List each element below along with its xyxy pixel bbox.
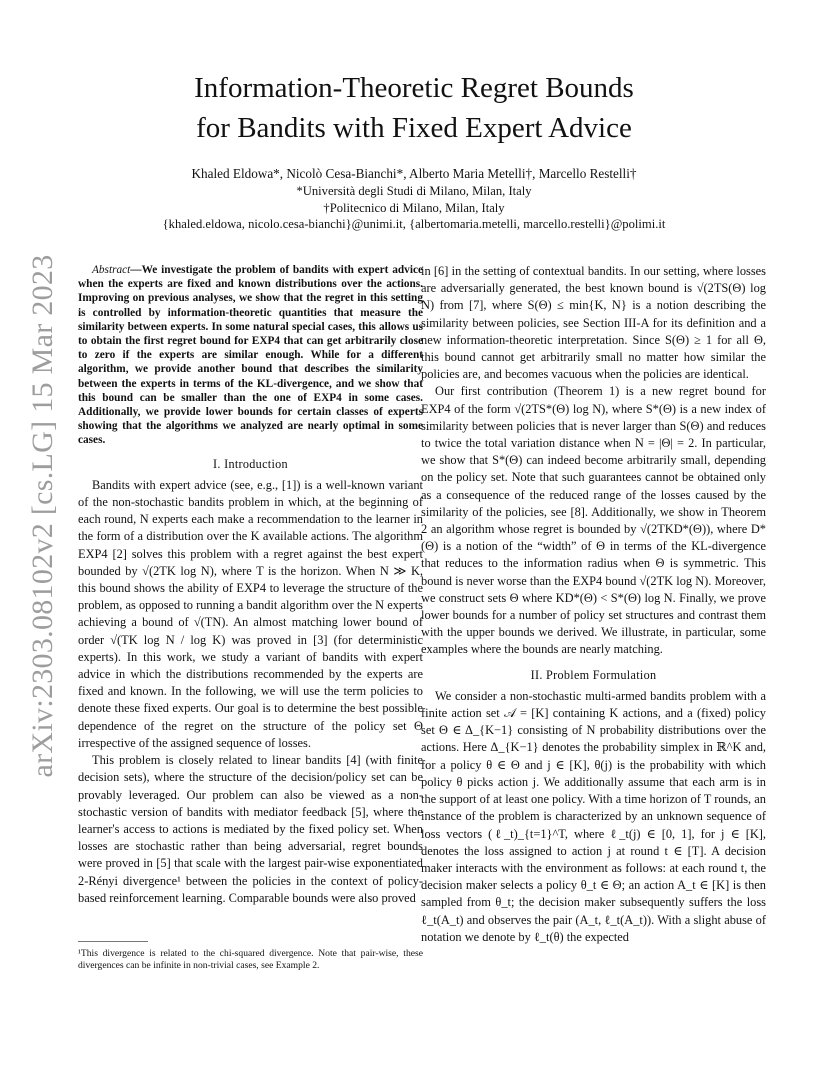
footnote-1: ¹This divergence is related to the chi-squared divergence. Note that pair-wise, these divergences can be infinite in non-trivial cases, see Example 2. bbox=[78, 948, 423, 972]
author-list: Khaled Eldowa*, Nicolò Cesa-Bianchi*, Alberto Maria Metelli†, Marcello Restelli† bbox=[191, 166, 637, 181]
problem-paragraph-1: We consider a non-stochastic multi-armed bandits problem with a finite action set 𝒜 = [K] containing K actions, and a (fixed) policy set Θ ∈ Δ_{K−1} consisting of N probability distributions over the actions. Here Δ_{K−1} denotes the probability simplex in ℝ^K and, for a policy θ ∈ Θ and j ∈ [K], θ(j) is the probability with which policy θ picks action j. We additionally assume that each arm is in the support of at least one policy. With a time horizon of T rounds, an instance of the problem is characterized by an unknown sequence of loss vectors (ℓ_t)_{t=1}^T, where ℓ_t(j) ∈ [0, 1], for j ∈ [K], denotes the loss assigned to action j at round t ∈ [T]. A decision maker interacts with the environment as follows: at each round t, the decision maker selects a policy θ_t ∈ Θ; an action A_t ∈ [K] is then sampled from θ_t; the decision maker subsequently suffers the loss ℓ_t(A_t) and observes the pair (A_t, ℓ_t(A_t)). With a slight abuse of notation we denote by ℓ_t(θ) the expected bbox=[421, 688, 766, 944]
left-column bbox=[78, 263, 423, 907]
affiliation-polimi: †Politecnico di Milano, Milan, Italy bbox=[323, 201, 505, 215]
abstract-text: —We investigate the problem of bandits with expert advice when the experts are fixed and known distributions over the actions. Improving on previous analyses, we show that the regret in this setting is controlled by information-theoretic quantities that measure the similarity between experts. In some natural special cases, this allows us to obtain the first regret bound for EXP4 that can get arbitrarily close to zero if the experts are similar enough. While for a different algorithm, we provide another bound that describes the similarity between the experts in terms of the KL-divergence, and we show that this bound can be smaller than the one of EXP4 in some cases. Additionally, we provide lower bounds for certain classes of experts showing that the algorithms we analyzed are nearly optimal in some cases. bbox=[78, 264, 423, 447]
section-heading-introduction: I. Introduction bbox=[213, 456, 288, 471]
abstract bbox=[78, 263, 423, 448]
arxiv-stamp bbox=[20, 255, 66, 777]
title-line-2: for Bandits with Fixed Expert Advice bbox=[196, 112, 632, 144]
intro-paragraph-2: This problem is closely related to linear bandits [4] (with finite decision sets), where the structure of the decision/policy set can be provably leveraged. Our problem can also be viewed as a non-stochastic version of bandits with mediator feedback [5], where the learner's access to actions is mediated by the fixed policy set. When losses are stochastic rather than being adversarial, regret bounds were proved in [5] that scale with the largest pair-wise exponentiated 2-Rényi divergence¹ between the policies in the context of policy-based reinforcement learning. Comparable bounds were also proved bbox=[78, 753, 423, 905]
arxiv-stamp-text: arXiv:2303.08102v2 [cs.LG] 15 Mar 2023 bbox=[26, 254, 59, 778]
author-emails: {khaled.eldowa, nicolo.cesa-bianchi}@unimi.it, {albertomaria.metelli, marcello.restelli}@polimi.it bbox=[162, 217, 666, 231]
paper-title bbox=[0, 68, 828, 148]
affiliation-unimi: *Università degli Studi di Milano, Milan, Italy bbox=[296, 184, 532, 198]
footnote-rule bbox=[78, 941, 148, 942]
abstract-label: Abstract bbox=[92, 264, 131, 276]
right-column bbox=[421, 263, 766, 946]
intro-paragraph-3: in [6] in the setting of contextual bandits. In our setting, where losses are adversarially generated, the best known bound is √(2TS(Θ) log N) from [7], where S(Θ) ≤ min{K, N} is a notion describing the similarity between policies, see Section III-A for its definition and a new information-theoretic interpretation. Since S(Θ) ≥ 1 for all Θ, this bound cannot get arbitrarily small no matter how similar the policies are, and becomes vacuous when the policies are identical. bbox=[421, 264, 766, 382]
title-line-1: Information-Theoretic Regret Bounds bbox=[194, 72, 634, 104]
section-heading-problem-formulation: II. Problem Formulation bbox=[530, 667, 657, 682]
intro-paragraph-4: Our first contribution (Theorem 1) is a new regret bound for EXP4 of the form √(2TS*(Θ) log N), where S*(Θ) is a new index of similarity between policies that is never larger than S(Θ) and reduces to twice the total variation distance when N = |Θ| = 2. In particular, we show that S*(Θ) can indeed become arbitrarily small, depending on the policy set. Note that such guarantees cannot be obtained only as a consequence of the reduced range of the losses caused by the similarity of the policies, see [8]. Additionally, we show in Theorem 2 an algorithm whose regret is bounded by √(2TKD*(Θ)), where D*(Θ) is a notion of the “width” of Θ in terms of the KL-divergence that reduces to the information radius when Θ is symmetric. This bound is never worse than the EXP4 bound √(2TK log N). Moreover, we construct sets Θ where KD*(Θ) < S*(Θ) log N. Finally, we prove lower bounds for a number of policy set structures and contrast them with the upper bounds we derived. We illustrate, in particular, some examples where the bounds are nearly matching. bbox=[421, 384, 766, 657]
intro-paragraph-1: Bandits with expert advice (see, e.g., [1]) is a well-known variant of the non-stochastic bandits problem in which, at the beginning of each round, N experts each make a recommendation to the learner in the form of a distribution over the K available actions. The algorithm EXP4 [2] solves this problem with a regret against the best expert bounded by √(2TK log N), where T is the horizon. When N ≫ K, this bound shows the ability of EXP4 to leverage the structure of the problem, as opposed to running a bandit algorithm over the N experts achieving a bound of √(TN). An almost matching lower bound of order √(TK log N / log K) was proved in [3] (for deterministic experts). In this work, we study a variant of bandits with expert advice in which the distributions recommended by the experts are fixed and known. In the following, we will use the term policies to denote these fixed experts. Our goal is to determine the best possible dependence of the regret on the structure of the policy set Θ irrespective of the assigned sequence of losses. bbox=[78, 477, 423, 750]
